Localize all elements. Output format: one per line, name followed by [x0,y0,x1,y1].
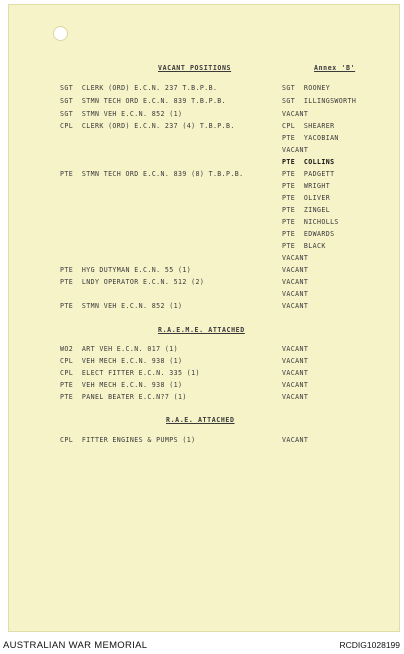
position-text: PTE HYG DUTYMAN E.C.N. 55 (1) [60,266,192,274]
position-text: CPL CLERK (ORD) E.C.N. 237 (4) T.B.P.B. [60,122,235,130]
position-text: PTE PANEL BEATER E.C.N?7 (1) [60,393,187,401]
annex-label: Annex 'B' [314,64,356,72]
position-text: SGT STMN TECH ORD E.C.N. 839 T.B.P.B. [60,97,227,105]
punch-hole [53,26,68,41]
holder-text: VACANT [282,290,309,298]
holder-text: VACANT [282,393,309,401]
document-page [8,4,400,632]
position-text: CPL FITTER ENGINES & PUMPS (1) [60,436,196,444]
holder-text: PTE PADGETT [282,170,335,178]
position-text: PTE VEH MECH E.C.N. 938 (1) [60,381,183,389]
holder-text: PTE OLIVER [282,194,331,202]
position-text: SGT STMN VEH E.C.N. 852 (1) [60,110,183,118]
holder-text: PTE EDWARDS [282,230,335,238]
holder-text: SGT ILLINGSWORTH [282,97,357,105]
page-title: VACANT POSITIONS [158,64,232,72]
section-heading-rae: R.A.E. ATTACHED [166,416,235,424]
holder-text: VACANT [282,110,309,118]
holder-text: CPL SHEARER [282,122,335,130]
holder-text: PTE WRIGHT [282,182,331,190]
record-id-label: RCDIG1028199 [339,640,400,650]
institution-label: AUSTRALIAN WAR MEMORIAL [3,640,148,651]
holder-text: VACANT [282,254,309,262]
holder-text: PTE YACOBIAN [282,134,339,142]
holder-text: VACANT [282,146,309,154]
position-text: PTE LNDY OPERATOR E.C.N. 512 (2) [60,278,205,286]
holder-text: VACANT [282,345,309,353]
holder-text: VACANT [282,357,309,365]
holder-text: PTE NICHOLLS [282,218,339,226]
position-text: CPL ELECT FITTER E.C.N. 335 (1) [60,369,200,377]
section-heading-raeme: R.A.E.M.E. ATTACHED [158,326,245,334]
holder-text: VACANT [282,369,309,377]
holder-text: PTE BLACK [282,242,326,250]
holder-text: PTE ZINGEL [282,206,331,214]
holder-text: VACANT [282,302,309,310]
holder-text: SGT ROONEY [282,84,331,92]
holder-text: VACANT [282,436,309,444]
holder-text: VACANT [282,266,309,274]
position-text: SGT CLERK (ORD) E.C.N. 237 T.B.P.B. [60,84,218,92]
archive-footer [0,636,404,654]
position-text: CPL VEH MECH E.C.N. 938 (1) [60,357,183,365]
holder-text: VACANT [282,381,309,389]
position-text: PTE STMN VEH E.C.N. 852 (1) [60,302,183,310]
position-text: WO2 ART VEH E.C.N. 017 (1) [60,345,178,353]
holder-text: VACANT [282,278,309,286]
holder-text: PTE COLLINS [282,158,335,166]
position-text: PTE STMN TECH ORD E.C.N. 839 (8) T.B.P.B. [60,170,244,178]
